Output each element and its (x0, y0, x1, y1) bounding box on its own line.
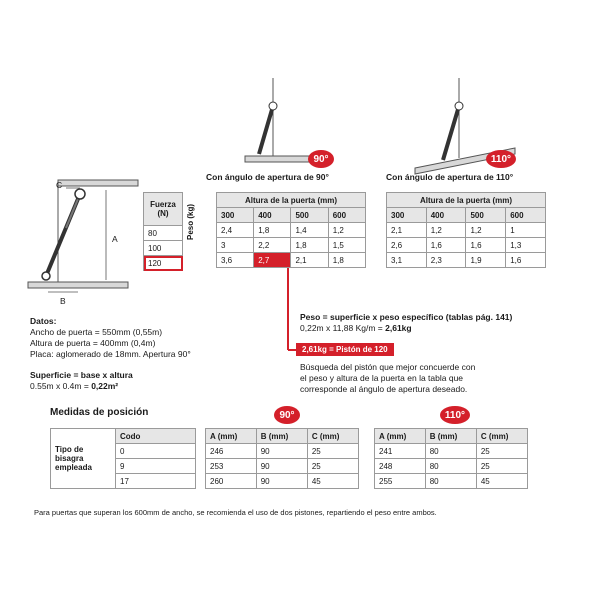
force-value: 100 (144, 241, 183, 256)
medidas110-col: A (mm) (375, 429, 426, 444)
medidas110-cell: 241 (375, 444, 426, 459)
calc-line1: Peso = superficie x peso específico (tablas pág. 141) (300, 312, 513, 322)
datos-block (30, 316, 280, 392)
medidas110-cell: 248 (375, 459, 426, 474)
table110-title: Altura de la puerta (mm) (387, 193, 546, 208)
superficie-calc (30, 381, 280, 392)
table110-cell: 1,6 (506, 253, 546, 268)
table110-cell: 1 (506, 223, 546, 238)
table90-cell: 1,2 (328, 223, 365, 238)
hinge-table (50, 428, 196, 489)
calc-block (300, 312, 590, 334)
table90-col: 500 (291, 208, 328, 223)
medidas110-cell: 80 (425, 474, 476, 489)
table90-cell: 1,8 (291, 238, 328, 253)
medidas-title: Medidas de posición (50, 407, 149, 418)
table90-cell: 1,5 (328, 238, 365, 253)
table110-cell: 1,2 (466, 223, 506, 238)
table90-cell: 3 (217, 238, 254, 253)
table90-cell: 2,1 (291, 253, 328, 268)
table90-cell: 2,4 (217, 223, 254, 238)
dimension-label-b: B (60, 296, 66, 306)
medidas90-cell: 90 (256, 459, 307, 474)
datos-line: Altura de puerta = 400mm (0,4m) (30, 338, 156, 348)
medidas90-col: B (mm) (256, 429, 307, 444)
datos-title: Datos: (30, 316, 57, 326)
calc-description (300, 362, 590, 395)
medidas-table-90 (205, 428, 359, 489)
table110-cell: 2,6 (387, 238, 427, 253)
medidas110-cell: 80 (425, 444, 476, 459)
table90-cell: 1,8 (328, 253, 365, 268)
calc-line2-result: 2,61kg (385, 323, 412, 333)
medidas110-col: B (mm) (425, 429, 476, 444)
table110-cell: 1,3 (506, 238, 546, 253)
badge-110-medidas: 110° (440, 406, 470, 424)
table90-col: 300 (217, 208, 254, 223)
medidas110-cell: 25 (476, 444, 527, 459)
table110-col: 600 (506, 208, 546, 223)
table90-title: Altura de la puerta (mm) (217, 193, 366, 208)
table110-cell: 1,6 (426, 238, 466, 253)
weight-table-110 (386, 192, 546, 268)
badge-110: 110° (486, 150, 516, 168)
dimension-label-a: A (112, 234, 118, 244)
heading-angle-90: Con ángulo de apertura de 90° (206, 172, 329, 182)
codo-value: 0 (116, 444, 196, 459)
calc-line2-text: 0,22m x 11,88 Kg/m = (300, 323, 386, 333)
table90-col: 400 (254, 208, 291, 223)
medidas110-col: C (mm) (476, 429, 527, 444)
medidas90-cell: 45 (307, 474, 358, 489)
weight-table-90 (216, 192, 366, 268)
table110-cell: 1,9 (466, 253, 506, 268)
table110-cell: 1,2 (426, 223, 466, 238)
table90-cell: 1,8 (254, 223, 291, 238)
medidas90-col: C (mm) (307, 429, 358, 444)
tipo-bisagra-label: Tipo de bisagra empleada (51, 429, 116, 489)
calc-line2 (300, 323, 590, 334)
datos-line: Ancho de puerta = 550mm (0,55m) (30, 327, 163, 337)
medidas110-cell: 80 (425, 459, 476, 474)
codo-header: Codo (116, 429, 196, 444)
datos-line: Placa: aglomerado de 18mm. Apertura 90° (30, 349, 191, 359)
superficie-result: 0,22m² (91, 381, 119, 391)
force-header: Fuerza (N) (144, 193, 183, 226)
force-table (143, 192, 183, 271)
medidas90-cell: 90 (256, 444, 307, 459)
peso-label: Peso (kg) (186, 203, 195, 240)
heading-angle-110: Con ángulo de apertura de 110° (386, 172, 514, 182)
badge-90-medidas: 90° (274, 406, 300, 424)
medidas90-col: A (mm) (206, 429, 257, 444)
medidas90-cell: 260 (206, 474, 257, 489)
codo-value: 17 (116, 474, 196, 489)
calc-desc-line: corresponde al ángulo de apertura deseado. (300, 384, 468, 394)
medidas110-cell: 25 (476, 459, 527, 474)
medidas90-cell: 25 (307, 444, 358, 459)
medidas110-cell: 45 (476, 474, 527, 489)
table110-col: 300 (387, 208, 427, 223)
force-value: 80 (144, 226, 183, 241)
table90-cell: 3,6 (217, 253, 254, 268)
superficie-calc-text: 0.55m x 0.4m = (30, 381, 92, 391)
table110-cell: 1,6 (466, 238, 506, 253)
table90-cell: 2,2 (254, 238, 291, 253)
medidas90-cell: 246 (206, 444, 257, 459)
medidas90-cell: 253 (206, 459, 257, 474)
medidas110-cell: 255 (375, 474, 426, 489)
calc-desc-line: Búsqueda del pistón que mejor concuerde con (300, 362, 476, 372)
footnote: Para puertas que superan los 600mm de ancho, se recomienda el uso de dos pistones, repartiendo el peso entre ambos. (34, 508, 437, 517)
table110-cell: 2,1 (387, 223, 427, 238)
superficie-title: Superficie = base x altura (30, 370, 133, 380)
table110-cell: 3,1 (387, 253, 427, 268)
table90-col: 600 (328, 208, 365, 223)
dimension-label-c: C (56, 180, 63, 190)
badge-90: 90° (308, 150, 334, 168)
force-value-selected: 120 (144, 256, 183, 271)
codo-value: 9 (116, 459, 196, 474)
table90-cell-highlighted: 2,7 (254, 253, 291, 268)
table110-cell: 2,3 (426, 253, 466, 268)
medidas90-cell: 90 (256, 474, 307, 489)
table90-cell: 1,4 (291, 223, 328, 238)
medidas-table-110 (374, 428, 528, 489)
medidas90-cell: 25 (307, 459, 358, 474)
calc-desc-line: el peso y altura de la puerta en la tabla que (300, 373, 464, 383)
result-label: 2,61kg = Pistón de 120 (296, 343, 394, 356)
table110-col: 500 (466, 208, 506, 223)
piston-mounting-diagram (28, 176, 148, 306)
table110-col: 400 (426, 208, 466, 223)
